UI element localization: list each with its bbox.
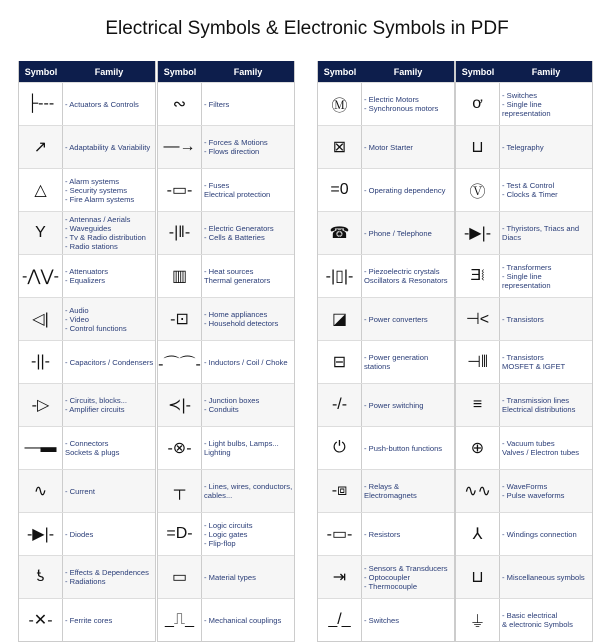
- table-row: [318, 426, 454, 469]
- windings-icon: ⅄: [456, 513, 500, 555]
- table-row: [19, 340, 155, 383]
- actuator-icon: ├---: [19, 83, 63, 125]
- family-text: - Mechanical couplings: [204, 615, 282, 625]
- family-text: - Miscellaneous symbols: [502, 572, 585, 582]
- arrow-icon: —→: [158, 126, 202, 168]
- table-row: [456, 469, 592, 512]
- family-text: - Electric Motors - Synchronous motors: [364, 95, 439, 113]
- family-text: - Operating dependency: [364, 185, 446, 195]
- table-header: [318, 61, 454, 82]
- table-row: [158, 168, 294, 211]
- table-row: [19, 125, 155, 168]
- table-row: [158, 598, 294, 641]
- table-row: [318, 82, 454, 125]
- symbols-table-4: [455, 61, 593, 642]
- table-row: [318, 254, 454, 297]
- table-row: [158, 211, 294, 254]
- symbols-table-2: [157, 61, 295, 642]
- family-text: - Filters: [204, 99, 230, 109]
- transistor-icon: ⊣<: [456, 298, 500, 340]
- appliance-icon: -⊡: [158, 298, 202, 340]
- transformer-icon: Ǝ⧙: [456, 255, 500, 297]
- table-header: [19, 61, 155, 82]
- table-row: [158, 254, 294, 297]
- family-text: - Telegraphy: [502, 142, 544, 152]
- table-row: [456, 211, 592, 254]
- family-text: - Phone / Telephone: [364, 228, 432, 238]
- heat-source-icon: ▥: [158, 255, 202, 297]
- table-row: [318, 555, 454, 598]
- motor-starter-icon: ⊠: [318, 126, 362, 168]
- table-row: [318, 512, 454, 555]
- symbol-column-header: Symbol: [163, 66, 197, 77]
- table-row: [456, 512, 592, 555]
- table-header: [456, 61, 592, 82]
- converter-icon: ◪: [318, 298, 362, 340]
- family-text: - Power converters: [364, 314, 428, 324]
- antenna-icon: Y: [19, 212, 63, 254]
- table-row: [456, 254, 592, 297]
- family-text: - Thyristors, Triacs and Diacs: [502, 224, 580, 242]
- generation-station-icon: ⊟: [318, 341, 362, 383]
- family-text: - Capacitors / Condensers: [65, 357, 154, 367]
- table-row: [318, 383, 454, 426]
- table-row: [19, 426, 155, 469]
- table-row: [19, 168, 155, 211]
- family-text: - Alarm systems - Security systems - Fire Alarm systems: [65, 176, 135, 204]
- table-row: [456, 383, 592, 426]
- table-row: [456, 82, 592, 125]
- table-row: [158, 555, 294, 598]
- effects-icon: ƾ: [19, 556, 63, 598]
- relay-icon: -⧈: [318, 470, 362, 512]
- power-switch-icon: -/-: [318, 384, 362, 426]
- family-text: - Piezoelectric crystals Oscillators & Resonators: [364, 267, 448, 285]
- battery-icon: -|‖-: [158, 212, 202, 254]
- family-text: - Motor Starter: [364, 142, 413, 152]
- table-row: [19, 469, 155, 512]
- table-row: [19, 211, 155, 254]
- table-row: [456, 598, 592, 641]
- family-text: - Inductors / Coil / Choke: [204, 357, 288, 367]
- family-text: - Transistors MOSFET & IGFET: [502, 353, 566, 371]
- family-text: - Forces & Motions - Flows direction: [204, 138, 268, 156]
- table-row: [19, 297, 155, 340]
- family-text: - Ferrite cores: [65, 615, 113, 625]
- crystal-icon: -|▯|-: [318, 255, 362, 297]
- table-row: [456, 297, 592, 340]
- family-text: - Junction boxes - Conduits: [204, 396, 260, 414]
- table-row: [158, 297, 294, 340]
- family-text: - Effects & Dependences - Radiations: [65, 568, 149, 586]
- family-text: - Fuses Electrical protection: [204, 181, 271, 199]
- family-text: - Switches: [364, 615, 400, 625]
- family-text: - Basic electrical & electronic Symbols: [502, 611, 573, 629]
- family-text: - Heat sources Thermal generators: [204, 267, 271, 285]
- table-header: [158, 61, 294, 82]
- family-text: - Vacuum tubes Valves / Electron tubes: [502, 439, 580, 457]
- voltmeter-icon: Ⓥ: [456, 169, 500, 211]
- symbol-column-header: Symbol: [323, 66, 357, 77]
- family-text: - Current: [65, 486, 95, 496]
- telephone-icon: ☎: [318, 212, 362, 254]
- ferrite-icon: -✕-: [19, 599, 63, 641]
- table-row: [158, 426, 294, 469]
- family-column-header: Family: [531, 66, 561, 77]
- symbols-table-1: [18, 61, 156, 642]
- table-row: [19, 82, 155, 125]
- family-text: - Light bulbs, Lamps... Lighting: [204, 439, 279, 457]
- table-row: [19, 555, 155, 598]
- family-text: - Adaptability & Variability: [65, 142, 151, 152]
- amplifier-icon: -▷: [19, 384, 63, 426]
- family-text: - Actuators & Controls: [65, 99, 139, 109]
- transmission-line-icon: ≡: [456, 384, 500, 426]
- ground-icon: ⏚: [456, 599, 500, 641]
- operating-dependency-icon: =0: [318, 169, 362, 211]
- family-text: - Diodes: [65, 529, 94, 539]
- misc-icon: ⊔: [456, 556, 500, 598]
- mosfet-icon: ⊣⫴: [456, 341, 500, 383]
- logic-gate-icon: =D-: [158, 513, 202, 555]
- connector-icon: —▬: [19, 427, 63, 469]
- table-row: [318, 598, 454, 641]
- family-text: - Transistors: [502, 314, 544, 324]
- sensor-icon: ⇥: [318, 556, 362, 598]
- family-text: - Windings connection: [502, 529, 577, 539]
- table-row: [456, 125, 592, 168]
- table-row: [158, 383, 294, 426]
- material-icon: ▭: [158, 556, 202, 598]
- family-text: - Electric Generators - Cells & Batteries: [204, 224, 274, 242]
- table-row: [318, 125, 454, 168]
- power-button-icon: ⏻: [318, 427, 362, 469]
- vacuum-tube-icon: ⊕: [456, 427, 500, 469]
- family-text: - Material types: [204, 572, 256, 582]
- speaker-icon: ◁|: [19, 298, 63, 340]
- attenuator-icon: -⋀⋁-: [19, 255, 63, 297]
- family-text: - Transformers - Single line representation: [502, 262, 552, 290]
- table-row: [318, 168, 454, 211]
- triangle-icon: △: [19, 169, 63, 211]
- motor-icon: Ⓜ: [318, 83, 362, 125]
- table-row: [456, 340, 592, 383]
- family-text: - Test & Control - Clocks & Timer: [502, 181, 558, 199]
- family-text: - Attenuators - Equalizers: [65, 267, 109, 285]
- lamp-icon: -⊗-: [158, 427, 202, 469]
- adaptability-icon: ↗: [19, 126, 63, 168]
- table-row: [456, 555, 592, 598]
- switch-icon: _/_: [318, 599, 362, 641]
- lines-icon: ┬: [158, 470, 202, 512]
- table-row: [158, 512, 294, 555]
- family-text: - Connectors Sockets & plugs: [65, 439, 120, 457]
- table-row: [158, 125, 294, 168]
- diode-icon: -▶|-: [19, 513, 63, 555]
- family-text: - Power switching: [364, 400, 424, 410]
- family-text: - Power generation stations: [364, 353, 429, 371]
- table-row: [318, 340, 454, 383]
- family-column-header: Family: [233, 66, 263, 77]
- symbol-column-header: Symbol: [24, 66, 58, 77]
- table-row: [19, 254, 155, 297]
- capacitor-icon: -||-: [19, 341, 63, 383]
- waveform-icon: ∿∿: [456, 470, 500, 512]
- symbols-table-3: [317, 61, 455, 642]
- fuse-icon: -▭-: [158, 169, 202, 211]
- telegraphy-icon: ⊔: [456, 126, 500, 168]
- table-row: [19, 383, 155, 426]
- family-text: - Push-button functions: [364, 443, 443, 453]
- family-text: - Circuits, blocks... - Amplifier circuits: [65, 396, 128, 414]
- single-line-switch-icon: ơ: [456, 83, 500, 125]
- symbol-column-header: Symbol: [461, 66, 495, 77]
- family-text: - Sensors & Transducers - Optocoupler - Thermocouple: [364, 563, 448, 591]
- table-row: [318, 469, 454, 512]
- coupling-icon: _⎍_: [158, 599, 202, 641]
- family-text: - Home appliances - Household detectors: [204, 310, 279, 328]
- family-text: - Relays & Electromagnets: [364, 482, 417, 500]
- table-row: [158, 340, 294, 383]
- family-text: - Logic circuits - Logic gates - Flip-flop: [204, 520, 253, 548]
- table-row: [19, 598, 155, 641]
- current-icon: ∿: [19, 470, 63, 512]
- table-row: [158, 469, 294, 512]
- table-row: [158, 82, 294, 125]
- family-column-header: Family: [94, 66, 124, 77]
- table-row: [19, 512, 155, 555]
- table-row: [318, 211, 454, 254]
- thyristor-icon: -▶|-: [456, 212, 500, 254]
- family-text: - Antennas / Aerials - Waveguides - Tv & Radio distribution - Radio stations: [65, 215, 146, 251]
- filter-icon: ∾: [158, 83, 202, 125]
- table-row: [456, 168, 592, 211]
- inductor-icon: -⌒⌒-: [158, 341, 202, 383]
- family-text: - Switches - Single line representation: [502, 90, 551, 118]
- resistor-icon: -▭-: [318, 513, 362, 555]
- table-row: [456, 426, 592, 469]
- page-title: Electrical Symbols & Electronic Symbols in PDF: [105, 18, 509, 39]
- family-text: - Transmission lines Electrical distributions: [502, 396, 576, 414]
- junction-box-icon: ≺|-: [158, 384, 202, 426]
- family-column-header: Family: [393, 66, 423, 77]
- family-text: - Lines, wires, conductors, cables...: [204, 482, 293, 500]
- table-row: [318, 297, 454, 340]
- family-text: - Audio - Video - Control functions: [65, 305, 127, 333]
- family-text: - WaveForms - Pulse waveforms: [502, 482, 565, 500]
- family-text: - Resistors: [364, 529, 401, 539]
